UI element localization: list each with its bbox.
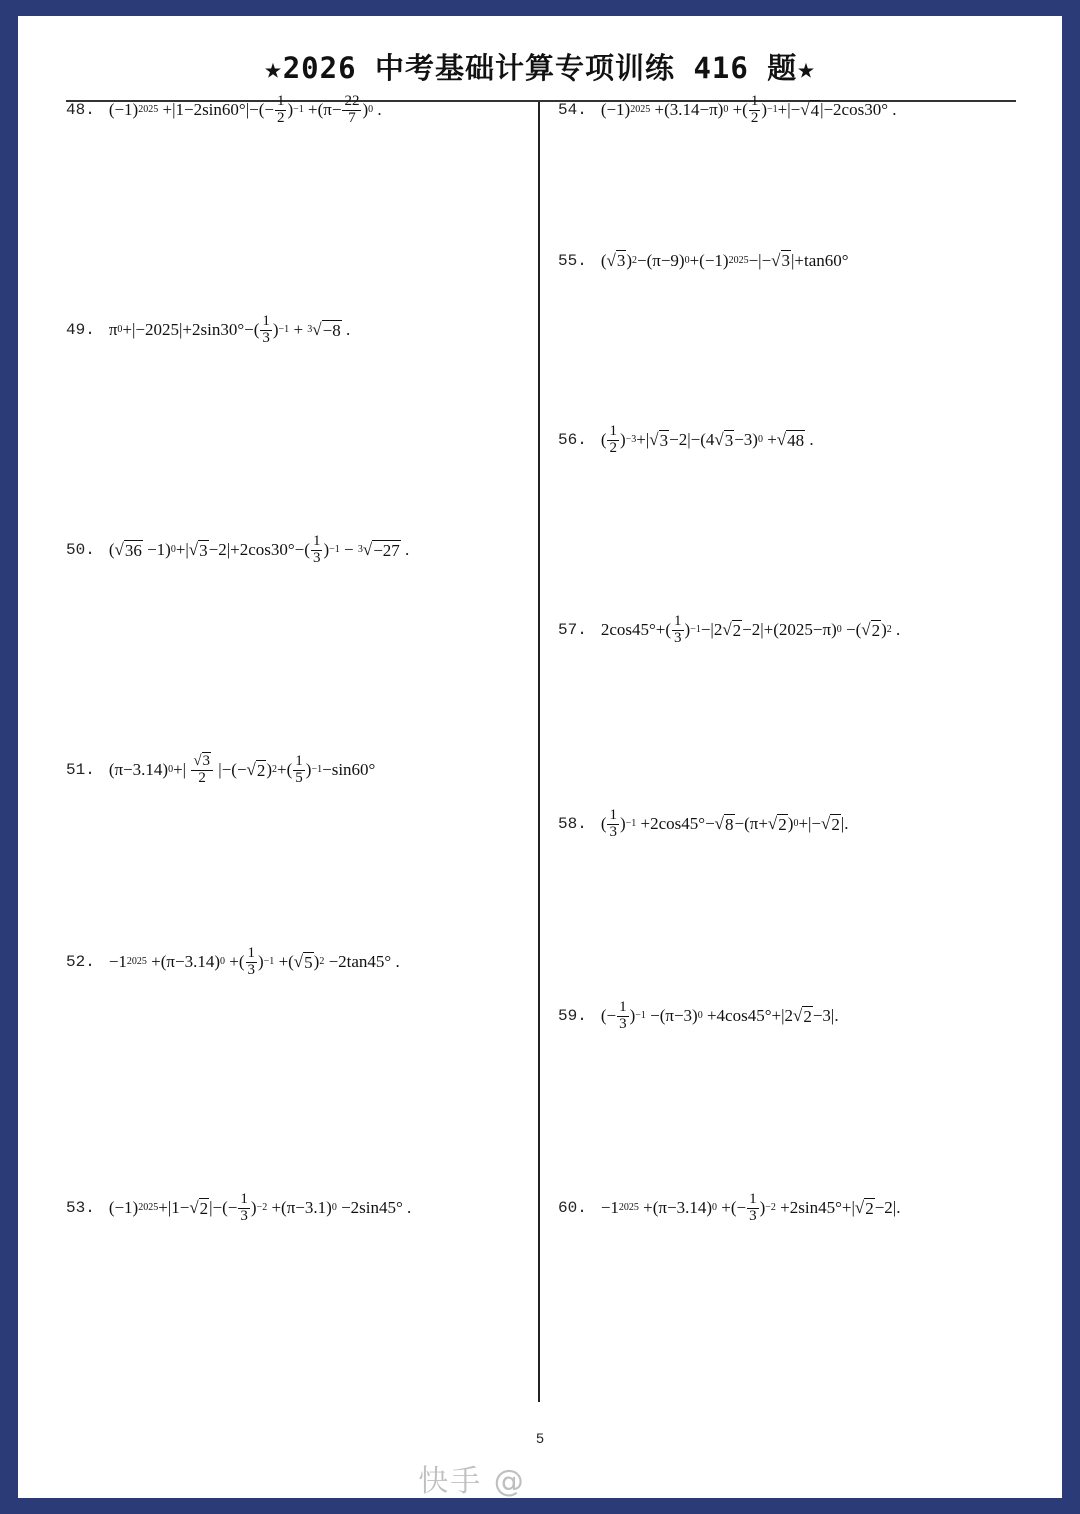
problem-50 — [66, 534, 409, 567]
problem-number: 49. — [66, 321, 95, 340]
watermark-text: 快手 @ — [418, 1464, 526, 1499]
page-number: 5 — [536, 1430, 544, 1446]
problem-expression: (−1) 2025 +(3.14−π) 0 +( $\frac{1}{2}$ ) −1 +|−√ 4 |−2cos30° . — [600, 93, 897, 126]
problem-56 — [558, 424, 814, 457]
problem-expression: (π−3.14) 0 +| $\frac{√3}{2}$ |−(−√ 2 ) 2 +( $\frac{1}{5}$ ) −1 −sin60° — [108, 753, 376, 786]
problem-expression: ( $\frac{1}{2}$ ) −3 +|√ 3 −2|−(4√ 3 −3) 0 +√ 48 . — [600, 423, 814, 456]
problem-number: 50. — [66, 541, 95, 560]
problem-number: 55. — [558, 251, 587, 270]
problem-53 — [66, 1192, 411, 1225]
problem-expression: (−1) 2025 +|1−√ 2 |−(− $\frac{1}{3}$ ) −2 +(π−3.1) 0 −2sin45° . — [108, 1191, 412, 1224]
problem-number: 52. — [66, 953, 95, 972]
problem-52 — [66, 946, 400, 979]
problem-number: 51. — [66, 761, 95, 780]
problem-expression: −1 2025 +(π−3.14) 0 +(− $\frac{1}{3}$ ) −2 +2sin45°+|√ 2 −2|. — [600, 1191, 901, 1224]
problem-expression: 2cos45°+( $\frac{1}{3}$ ) −1 −|2√ 2 −2|+(2025−π) 0 −(√ 2 ) 2 . — [600, 613, 901, 646]
problem-number: 54. — [558, 101, 587, 120]
problem-54 — [558, 94, 897, 127]
problem-number: 60. — [558, 1199, 587, 1218]
problem-51 — [66, 754, 375, 787]
problem-number: 57. — [558, 621, 587, 640]
worksheet-page — [18, 16, 1062, 1498]
problem-number: 59. — [558, 1007, 587, 1026]
problem-number: 53. — [66, 1199, 95, 1218]
problem-48 — [66, 94, 382, 127]
problem-expression: (−1) 2025 +|1−2sin60°|−(− $\frac{1}{2}$ ) −1 +(π− $\frac{22}{7}$ ) 0 . — [108, 93, 382, 126]
problem-49 — [66, 314, 350, 347]
problem-number: 56. — [558, 431, 587, 450]
problem-number: 58. — [558, 815, 587, 834]
problem-59 — [558, 1000, 839, 1033]
problem-55 — [558, 250, 849, 271]
problem-expression: −1 2025 +(π−3.14) 0 +( $\frac{1}{3}$ ) −1 +(√ 5 ) 2 −2tan45° . — [108, 945, 400, 978]
problem-expression: (√ 36 −1) 0 +|√ 3 −2|+2cos30°−( $\frac{1}{3}$ ) −1 − 3 √ −27 . — [108, 533, 410, 566]
problem-57 — [558, 614, 900, 647]
problem-number: 48. — [66, 101, 95, 120]
problem-expression: π 0 +|−2025|+2sin30°−( $\frac{1}{3}$ ) −1 + 3 √ −8 . — [108, 313, 351, 346]
page-title: ★2026 中考基础计算专项训练 416 题★ — [264, 51, 816, 85]
problem-expression: ( $\frac{1}{3}$ ) −1 +2cos45°−√ 8 −(π+√ 2 ) 0 +|−√ 2 |. — [600, 807, 849, 840]
problem-58 — [558, 808, 849, 841]
column-divider — [538, 102, 540, 1402]
problem-expression: (− $\frac{1}{3}$ ) −1 −(π−3) 0 +4cos45°+|2√ 2 −3|. — [600, 999, 839, 1032]
problem-60 — [558, 1192, 900, 1225]
problem-expression: (√ 3 ) 2 −(π−9) 0 +(−1) 2025 −|−√ 3 |+tan60° — [600, 250, 849, 270]
